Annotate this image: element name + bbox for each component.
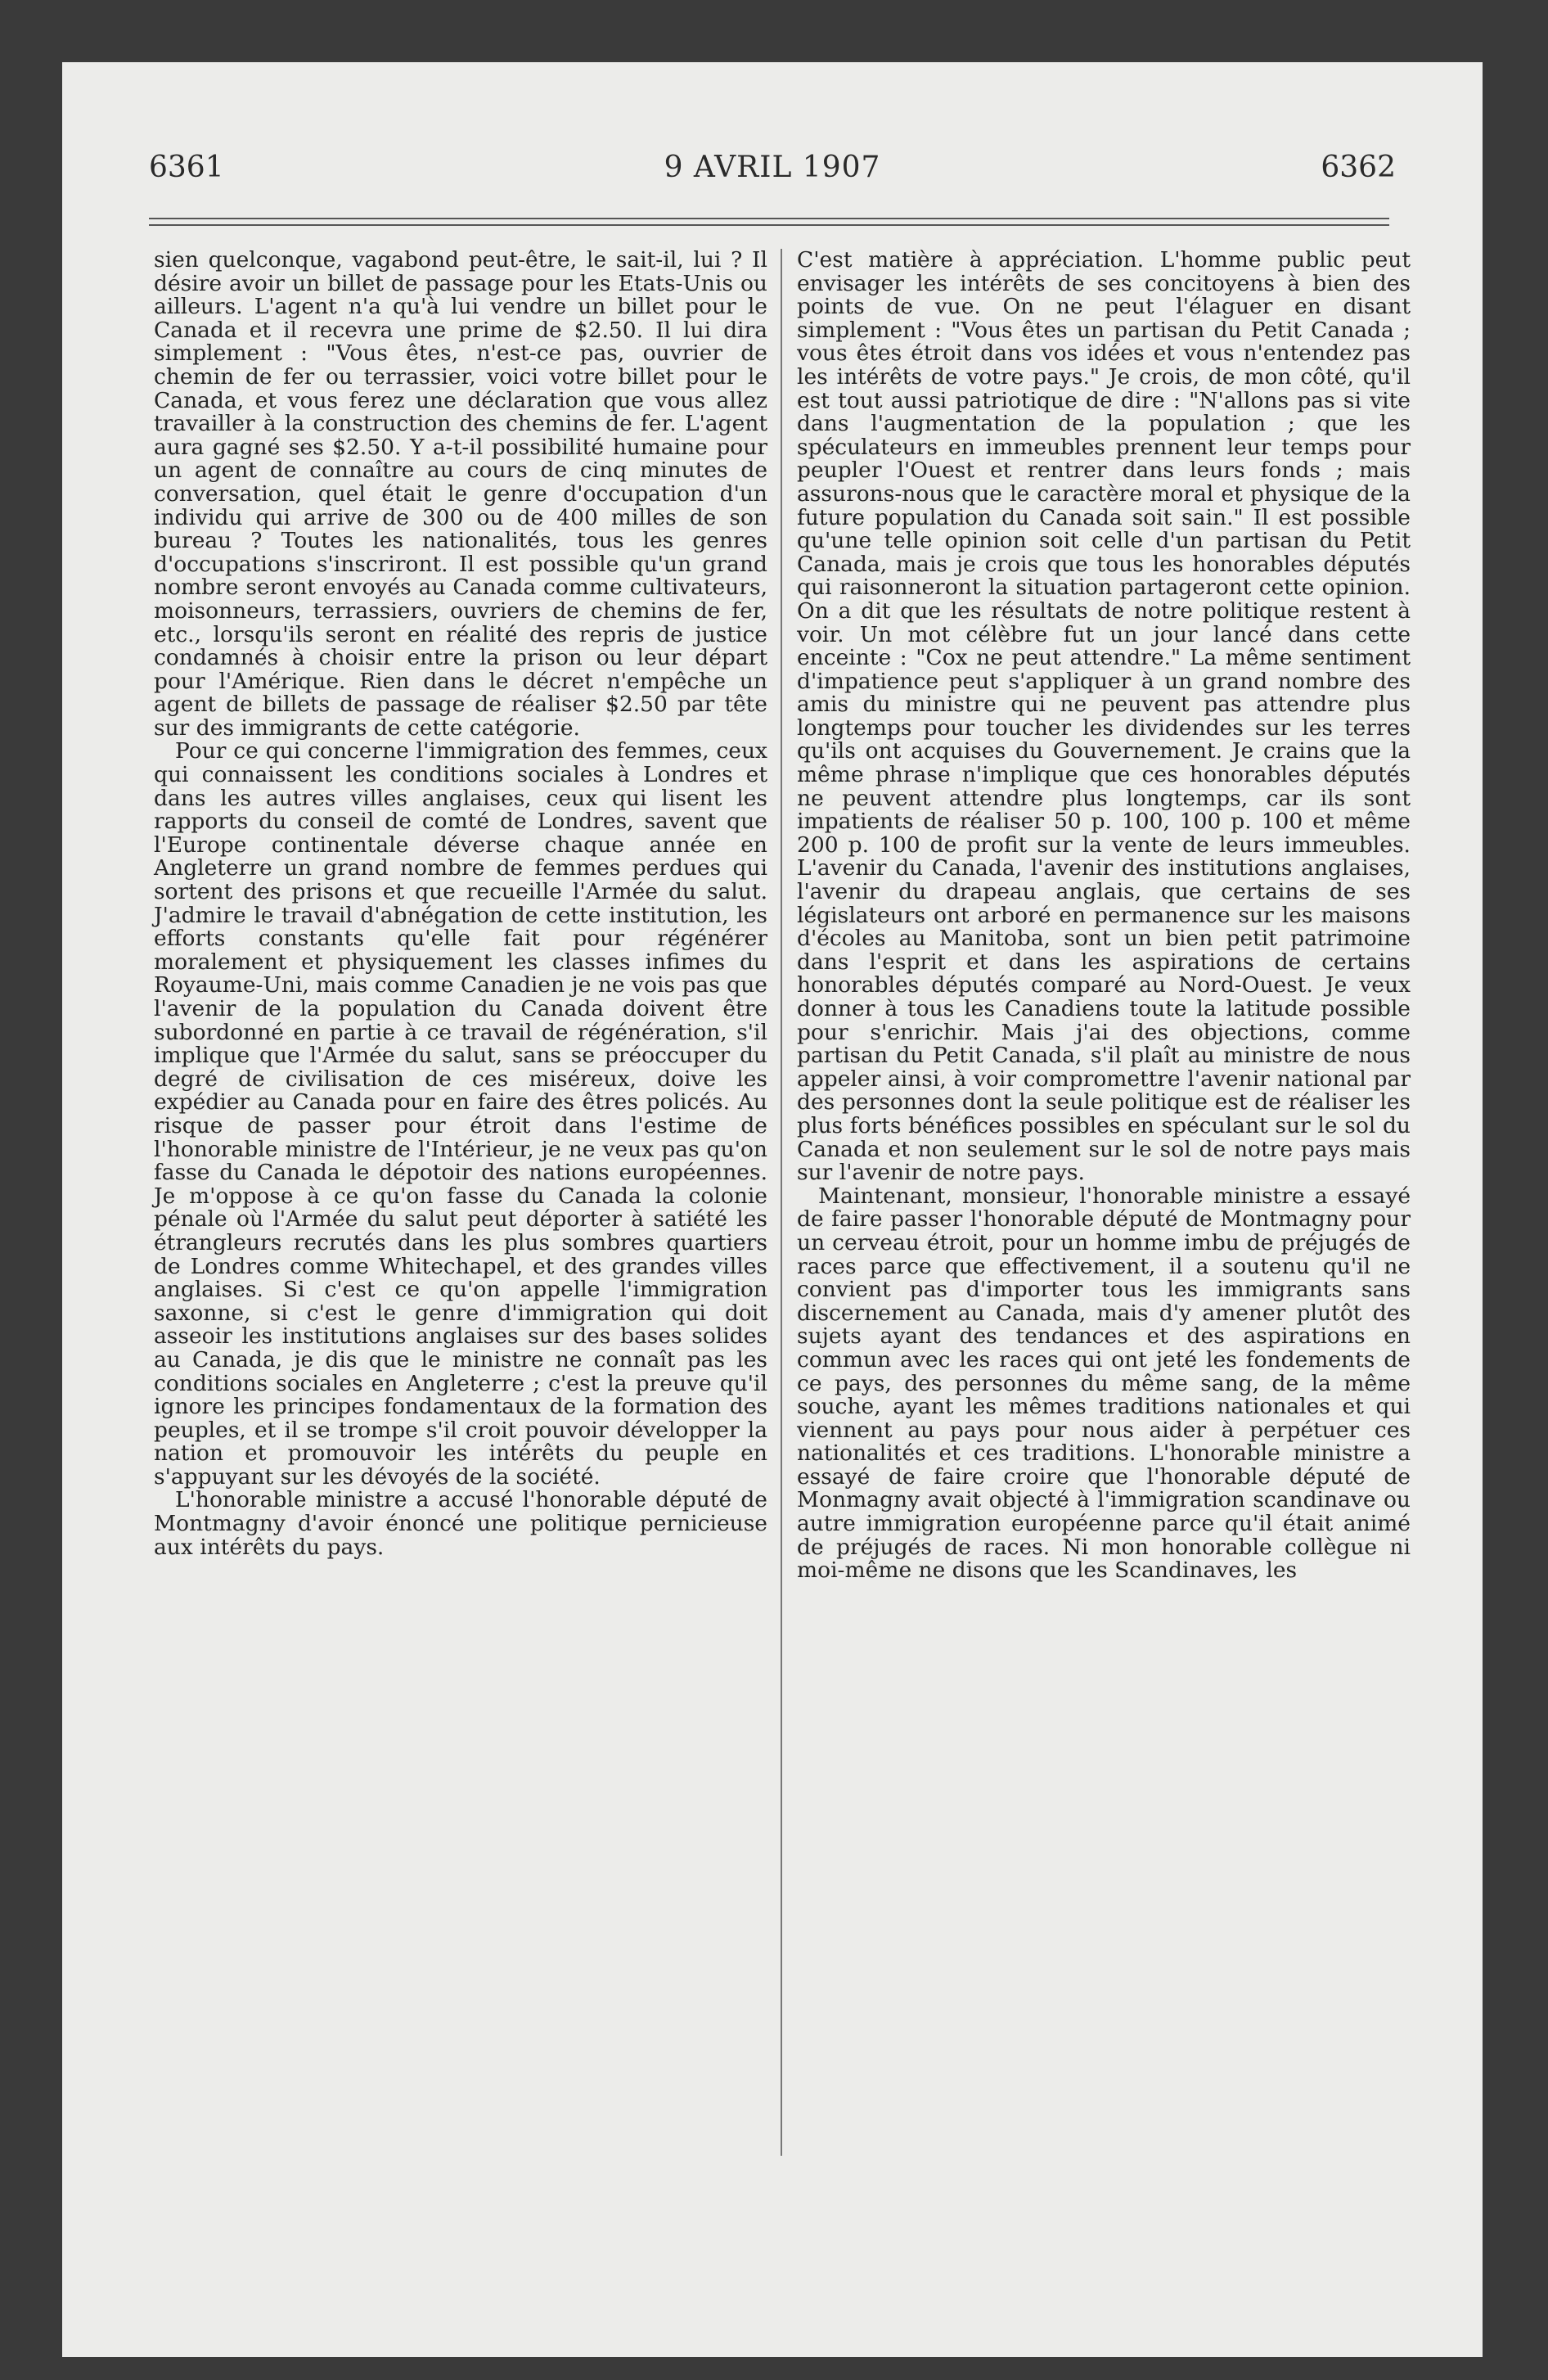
column-divider	[781, 249, 782, 2156]
paragraph: L'honorable ministre a accusé l'honorable député de Montmagny d'avoir énoncé une politique pernicieuse aux intérêts du pays.	[154, 1487, 767, 1560]
header-rule-bottom	[149, 224, 1389, 226]
paragraph: Pour ce qui concerne l'immigration des femmes, ceux qui connaissent les conditions sociales à Londres et dans les autres villes anglaises, ceux qui lisent les rapports du conseil de comté de Londres, savent que l'Europe continentale déverse chaque année en Angleterre un grand nombre de femmes perdues qui sortent des prisons et que recueille l'Armée du salut. J'admire le travail d'abnégation de cette institution, les efforts constants qu'elle fait pour régénérer moralement et physiquement les classes infimes du Royaume-Uni, mais comme Canadien je ne vois pas que l'avenir de la population du Canada doivent être subordonné en partie à ce travail de régénération, s'il implique que l'Armée du salut, sans se préoccuper du degré de civilisation de ces miséreux, doive les expédier au Canada pour en faire des êtres policés. Au risque de passer pour étroit dans l'estime de l'honorable ministre de l'Intérieur, je ne veux pas qu'on fasse du Canada le dépotoir des nations européennes. Je m'oppose à ce qu'on fasse du Canada la colonie pénale où l'Armée du salut peut déporter à satiété les étrangleurs recrutés dans les plus sombres quartiers de Londres comme Whitechapel, et des grandes villes anglaises. Si c'est ce qu'on appelle l'immigration saxonne, si c'est le genre d'immigration qui doit asseoir les institutions anglaises sur des bases solides au Canada, je dis que le ministre ne connaît pas les conditions sociales en Angleterre ; c'est la preuve qu'il ignore les principes fondamentaux de la formation des peuples, et il se trompe s'il croit pouvoir développer la nation et promouvoir les intérêts du peuple en s'appuyant sur les dévoyés de la société.	[154, 738, 767, 1490]
page-sheet	[62, 62, 1483, 2357]
left-column	[154, 249, 767, 1559]
paragraph: sien quelconque, vagabond peut-être, le sait-il, lui ? Il désire avoir un billet de passage pour les Etats-Unis ou ailleurs. L'agent n'a qu'à lui vendre un billet pour le Canada et il recevra une prime de $2.50. Il lui dira simplement : "Vous êtes, n'est-ce pas, ouvrier de chemin de fer ou terrassier, voici votre billet pour le Canada, et vous ferez une déclaration que vous allez travailler à la construction des chemins de fer. L'agent aura gagné ses $2.50. Y a-t-il possibilité humaine pour un agent de connaître au cours de cinq minutes de conversation, quel était le genre d'occupation d'un individu qui arrive de 300 ou de 400 milles de son bureau ? Toutes les nationalités, tous les genres d'occupations s'inscriront. Il est possible qu'un grand nombre seront envoyés au Canada comme cultivateurs, moisonneurs, terrassiers, ouvriers de chemins de fer, etc., lorsqu'ils seront en réalité des repris de justice condamnés à choisir entre la prison ou leur départ pour l'Amérique. Rien dans le décret n'empêche un agent de billets de passage de réaliser $2.50 par tête sur des immigrants de cette catégorie.	[154, 247, 767, 741]
page-date: 9 AVRIL 1907	[664, 151, 881, 184]
paragraph: C'est matière à appréciation. L'homme public peut envisager les intérêts de ses concitoyens à bien des points de vue. On ne peut l'élaguer en disant simplement : "Vous êtes un partisan du Petit Canada ; vous êtes étroit dans vos idées et vous n'entendez pas les intérêts de votre pays." Je crois, de mon côté, qu'il est tout aussi patriotique de dire : "N'allons pas si vite dans l'augmentation de la population ; que les spéculateurs en immeubles prennent leur temps pour peupler l'Ouest et rentrer dans leurs fonds ; mais assurons-nous que le caractère moral et physique de la future population du Canada soit sain." Il est possible qu'une telle opinion soit celle d'un partisan du Petit Canada, mais je crois que tous les honorables députés qui raisonneront la situation partageront cette opinion. On a dit que les résultats de notre politique restent à voir. Un mot célèbre fut un jour lancé dans cette enceinte : "Cox ne peut attendre." La même sentiment d'impatience peut s'appliquer à un grand nombre des amis du ministre qui ne peuvent pas attendre plus longtemps pour toucher les dividendes sur les terres qu'ils ont acquises du Gouvernement. Je crains que la même phrase n'implique que ces honorables députés ne peuvent attendre plus longtemps, car ils sont impatients de réaliser 50 p. 100, 100 p. 100 et même 200 p. 100 de profit sur la vente de leurs immeubles. L'avenir du Canada, l'avenir des institutions anglaises, l'avenir du drapeau anglais, que certains de ses législateurs ont arboré en permanence sur les maisons d'écoles au Manitoba, sont un bien petit patrimoine dans l'esprit et dans les aspirations de certains honorables députés comparé au Nord-Ouest. Je veux donner à tous les Canadiens toute la latitude possible pour s'enrichir. Mais j'ai des objections, comme partisan du Petit Canada, s'il plaît au ministre de nous appeler ainsi, à voir compromettre l'avenir national par des personnes dont la seule politique est de réaliser les plus forts bénéfices possibles en spéculant sur le sol du Canada et non seulement sur le sol de notre pays mais sur l'avenir de notre pays.	[797, 247, 1411, 1186]
right-column	[797, 249, 1411, 1583]
page-number-right: 6362	[1321, 151, 1396, 184]
page-header	[62, 151, 1483, 200]
header-rule-top	[149, 218, 1389, 219]
paragraph: Maintenant, monsieur, l'honorable ministre a essayé de faire passer l'honorable député de Montmagny pour un cerveau étroit, pour un homme imbu de préjugés de races parce que effectivement, il a soutenu qu'il ne convient pas d'importer tous les immigrants sans discernement au Canada, mais d'y amener plutôt des sujets ayant des tendances et des aspirations en commun avec les races qui ont jeté les fondements de ce pays, des personnes du même sang, de la même souche, ayant les mêmes traditions nationales et qui viennent au pays pour nous aider à perpétuer ces nationalités et ces traditions. L'honorable ministre a essayé de faire croire que l'honorable député de Monmagny avait objecté à l'immigration scandinave ou autre immigration européenne parce qu'il était animé de préjugés de races. Ni mon honorable collègue ni moi-même ne disons que les Scandinaves, les	[797, 1183, 1411, 1584]
page-number-left: 6361	[149, 151, 224, 184]
